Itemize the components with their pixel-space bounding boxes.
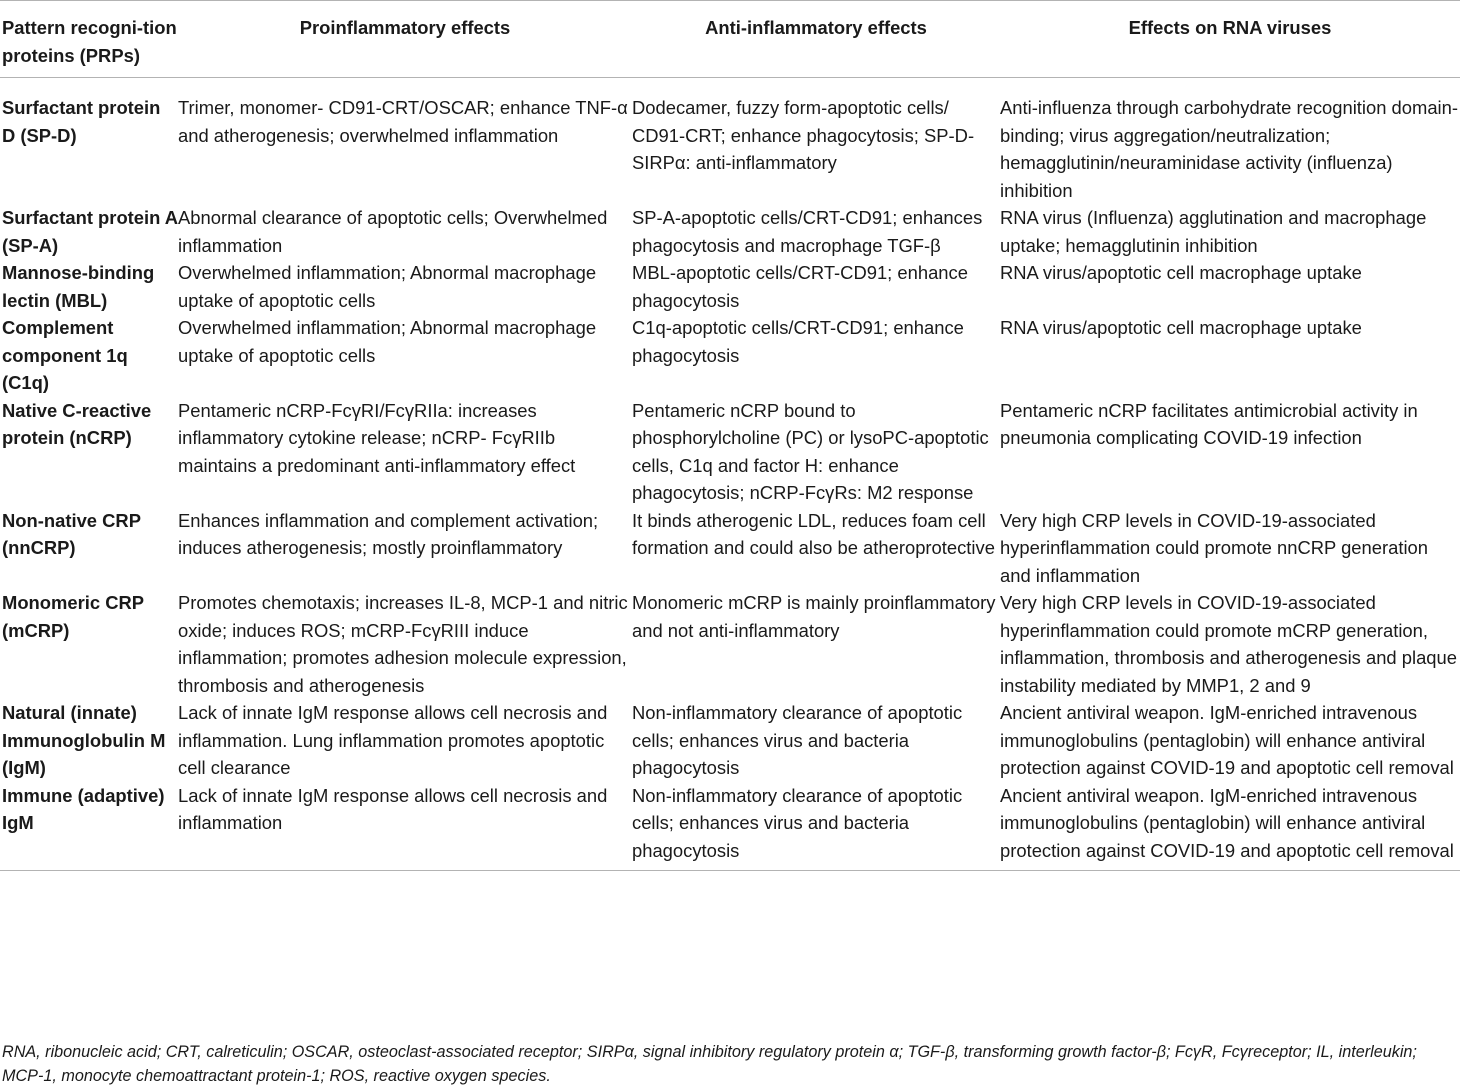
- cell-anti-inflammatory: Non-inflammatory clearance of apoptotic cells; enhances virus and bacteria phagocytosis: [632, 702, 963, 778]
- cell-anti-inflammatory: Pentameric nCRP bound to phosphorylcholine (PC) or lysoPC-apoptotic cells, C1q and factor H: enhance phagocytosis; nCRP-FcγRs: M2 response: [632, 399, 989, 503]
- cell-rna-viruses: RNA virus (Influenza) agglutination and macrophage uptake; hemagglutinin inhibition: [1000, 207, 1427, 256]
- cell-anti-inflammatory: C1q-apoptotic cells/CRT-CD91; enhance phagocytosis: [632, 317, 964, 366]
- cell-prp: Immune (adaptive) IgM: [2, 784, 165, 833]
- table-row: [0, 204, 1460, 259]
- cell-rna-viruses: Very high CRP levels in COVID-19-associated hyperinflammation could promote nnCRP generation and inflammation: [1000, 509, 1428, 586]
- table-row: [0, 397, 1460, 507]
- cell-prp: Natural (innate) Immunoglobulin M (IgM): [2, 702, 166, 778]
- cell-proinflammatory: Promotes chemotaxis; increases IL-8, MCP-1 and nitric oxide; induces ROS; mCRP-FcγRIII induce inflammation; promotes adhesion molecule expression, thrombosis and atherogenesis: [178, 592, 628, 696]
- cell-anti-inflammatory: MBL-apoptotic cells/CRT-CD91; enhance phagocytosis: [632, 262, 968, 311]
- table-body: [0, 78, 1460, 871]
- cell-proinflammatory: Trimer, monomer- CD91-CRT/OSCAR; enhance TNF-α and atherogenesis; overwhelmed inflammation: [178, 97, 628, 146]
- header-prp: Pattern recogni-tion proteins (PRPs): [2, 17, 177, 66]
- cell-proinflammatory: Lack of innate IgM response allows cell necrosis and inflammation: [178, 784, 608, 833]
- cell-rna-viruses: RNA virus/apoptotic cell macrophage uptake: [1000, 262, 1362, 283]
- cell-proinflammatory: Lack of innate IgM response allows cell necrosis and inflammation. Lung inflammation promotes apoptotic cell clearance: [178, 702, 608, 778]
- cell-rna-viruses: Very high CRP levels in COVID-19-associated hyperinflammation could promote mCRP generation, inflammation, thrombosis and atherogenesis and plaque instability mediated by MMP1, 2 and 9: [1000, 592, 1457, 696]
- table-footnote: RNA, ribonucleic acid; CRT, calreticulin; OSCAR, osteoclast-associated receptor; SIRPα, signal inhibitory regulatory protein α; TGF-β, transforming growth factor-β; FcγR, Fcγreceptor; IL, interleukin; MCP-1, monocyte chemoattractant protein-1; ROS, reactive oxygen species.: [2, 1043, 1417, 1085]
- cell-rna-viruses: Ancient antiviral weapon. IgM-enriched intravenous immunoglobulins (pentaglobin) will enhance antiviral protection against COVID-19 and apoptotic cell removal: [1000, 702, 1454, 778]
- table-row: [0, 259, 1460, 314]
- cell-proinflammatory: Enhances inflammation and complement activation; induces atherogenesis; mostly proinflammatory: [178, 509, 599, 558]
- table-row: [0, 314, 1460, 397]
- cell-prp: Surfactant protein A (SP-A): [2, 207, 178, 256]
- cell-prp: Native C-reactive protein (nCRP): [2, 399, 152, 448]
- cell-rna-viruses: Anti-influenza through carbohydrate recognition domain-binding; virus aggregation/neutralization; hemagglutinin/neuraminidase activity (influenza) inhibition: [1000, 97, 1458, 201]
- cell-anti-inflammatory: It binds atherogenic LDL, reduces foam cell formation and could also be atheroprotective: [632, 509, 995, 558]
- cell-proinflammatory: Pentameric nCRP-FcγRI/FcγRIIa: increases inflammatory cytokine release; nCRP- FcγRIIb maintains a predominant anti-inflammatory effect: [178, 399, 576, 476]
- cell-proinflammatory: Abnormal clearance of apoptotic cells; Overwhelmed inflammation: [178, 207, 608, 256]
- table-row: [0, 589, 1460, 699]
- header-rna-viruses: Effects on RNA viruses: [1128, 17, 1332, 38]
- cell-prp: Non-native CRP (nnCRP): [2, 509, 141, 558]
- table-row: [0, 699, 1460, 782]
- cell-rna-viruses: Ancient antiviral weapon. IgM-enriched intravenous immunoglobulins (pentaglobin) will enhance antiviral protection against COVID-19 and apoptotic cell removal: [1000, 784, 1454, 861]
- cell-rna-viruses: RNA virus/apoptotic cell macrophage uptake: [1000, 317, 1362, 338]
- cell-anti-inflammatory: Monomeric mCRP is mainly proinflammatory and not anti-inflammatory: [632, 592, 996, 641]
- cell-prp: Monomeric CRP (mCRP): [2, 592, 144, 641]
- table-row: [0, 78, 1460, 205]
- cell-anti-inflammatory: Non-inflammatory clearance of apoptotic cells; enhances virus and bacteria phagocytosis: [632, 784, 963, 861]
- cell-proinflammatory: Overwhelmed inflammation; Abnormal macrophage uptake of apoptotic cells: [178, 317, 597, 366]
- header-proinflammatory: Proinflammatory effects: [299, 17, 511, 38]
- cell-anti-inflammatory: Dodecamer, fuzzy form-apoptotic cells/ CD91-CRT; enhance phagocytosis; SP-D-SIRPα: anti-inflammatory: [632, 97, 975, 173]
- table-row: [0, 507, 1460, 590]
- table-row: [0, 782, 1460, 871]
- cell-proinflammatory: Overwhelmed inflammation; Abnormal macrophage uptake of apoptotic cells: [178, 262, 597, 311]
- header-anti-inflammatory: Anti-inflammatory effects: [705, 17, 927, 38]
- table-header: [0, 1, 1460, 78]
- cell-prp: Mannose-binding lectin (MBL): [2, 262, 155, 311]
- header-row: [0, 1, 1460, 78]
- cell-prp: Complement component 1q (C1q): [2, 317, 128, 393]
- cell-prp: Surfactant protein D (SP-D): [2, 97, 161, 146]
- cell-anti-inflammatory: SP-A-apoptotic cells/CRT-CD91; enhances phagocytosis and macrophage TGF-β: [632, 207, 983, 256]
- cell-rna-viruses: Pentameric nCRP facilitates antimicrobial activity in pneumonia complicating COVID-19 infection: [1000, 399, 1418, 448]
